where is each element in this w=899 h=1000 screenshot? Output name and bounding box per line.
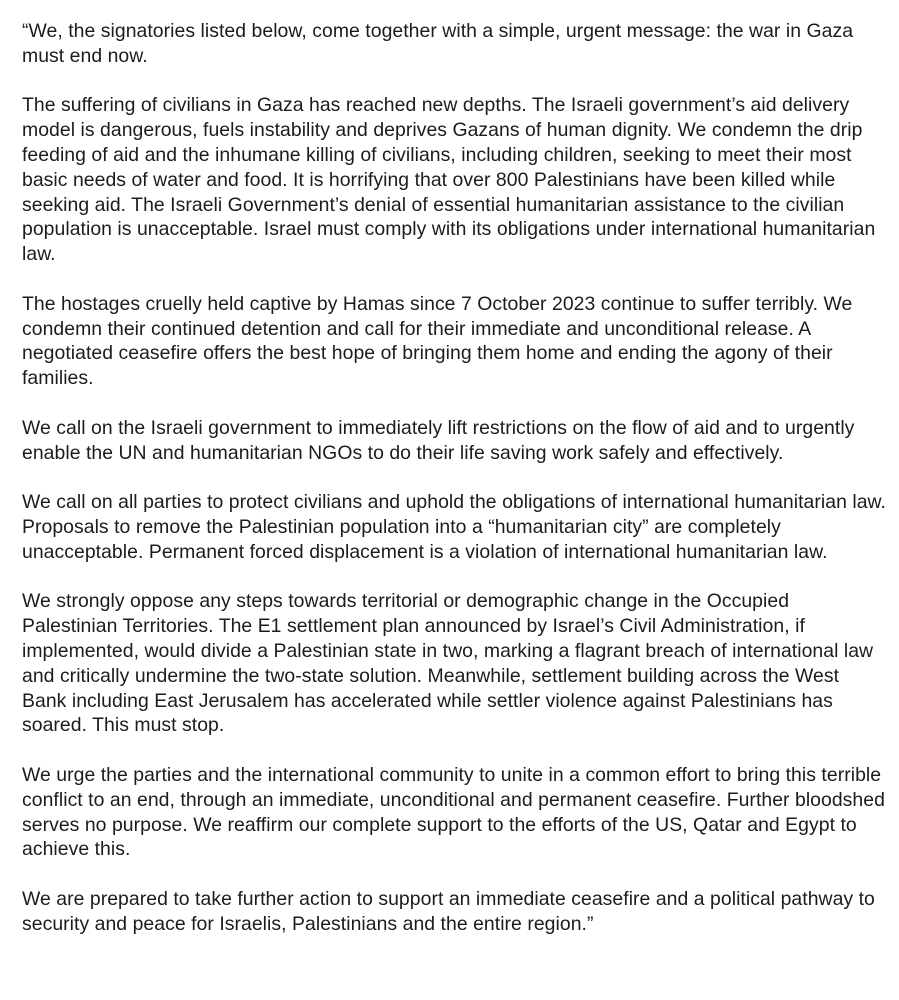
- paragraph-civilian-suffering: The suffering of civilians in Gaza has reached new depths. The Israeli government’s aid delivery model is dangerous, fuels instability and deprives Gazans of human dignity. We condemn the drip feeding of aid and the inhumane killing of civilians, including children, seeking to meet their most basic needs of water and food. It is horrifying that over 800 Palestinians have been killed while seeking aid. The Israeli Government’s denial of essential humanitarian assistance to the civilian population is unacceptable. Israel must comply with its obligations under international humanitarian law.: [22, 94, 876, 266]
- paragraph-territorial-change: We strongly oppose any steps towards territorial or demographic change in the Occupied Palestinian Territories. The E1 settlement plan announced by Israel’s Civil Administration, if implemented, would divide a Palestinian state in two, marking a flagrant breach of international law and critically undermine the two-state solution. Meanwhile, settlement building across the West Bank including East Jerusalem has accelerated while settler violence against Palestinians has soared. This must stop.: [22, 590, 874, 737]
- paragraph-hostages: The hostages cruelly held captive by Hamas since 7 October 2023 continue to suffer terribly. We condemn their continued detention and call for their immediate and unconditional release. A negotiated ceasefire offers the best hope of bringing them home and ending the agony of their families.: [22, 292, 853, 390]
- paragraph-aid-restrictions: We call on the Israeli government to immediately lift restrictions on the flow of aid and to urgently enable the UN and humanitarian NGOs to do their life saving work safely and effectively.: [22, 416, 855, 464]
- paragraph-ceasefire-call: We urge the parties and the international community to unite in a common effort to bring this terrible conflict to an end, through an immediate, unconditional and permanent ceasefire. Further bloodshed serves no purpose. We reaffirm our complete support to the efforts of the US, Qatar and Egypt to achieve this.: [22, 763, 885, 861]
- paragraph-protect-civilians: We call on all parties to protect civilians and uphold the obligations of international humanitarian law. Proposals to remove the Palestinian population into a “humanitarian city” are completely unacceptable. Permanent forced displacement is a violation of international humanitarian law.: [22, 491, 886, 563]
- paragraph-opening: “We, the signatories listed below, come together with a simple, urgent message: the war in Gaza must end now.: [22, 20, 854, 67]
- paragraph-closing: We are prepared to take further action to support an immediate ceasefire and a political pathway to security and peace for Israelis, Palestinians and the entire region.”: [22, 887, 875, 935]
- statement-document: [22, 19, 888, 936]
